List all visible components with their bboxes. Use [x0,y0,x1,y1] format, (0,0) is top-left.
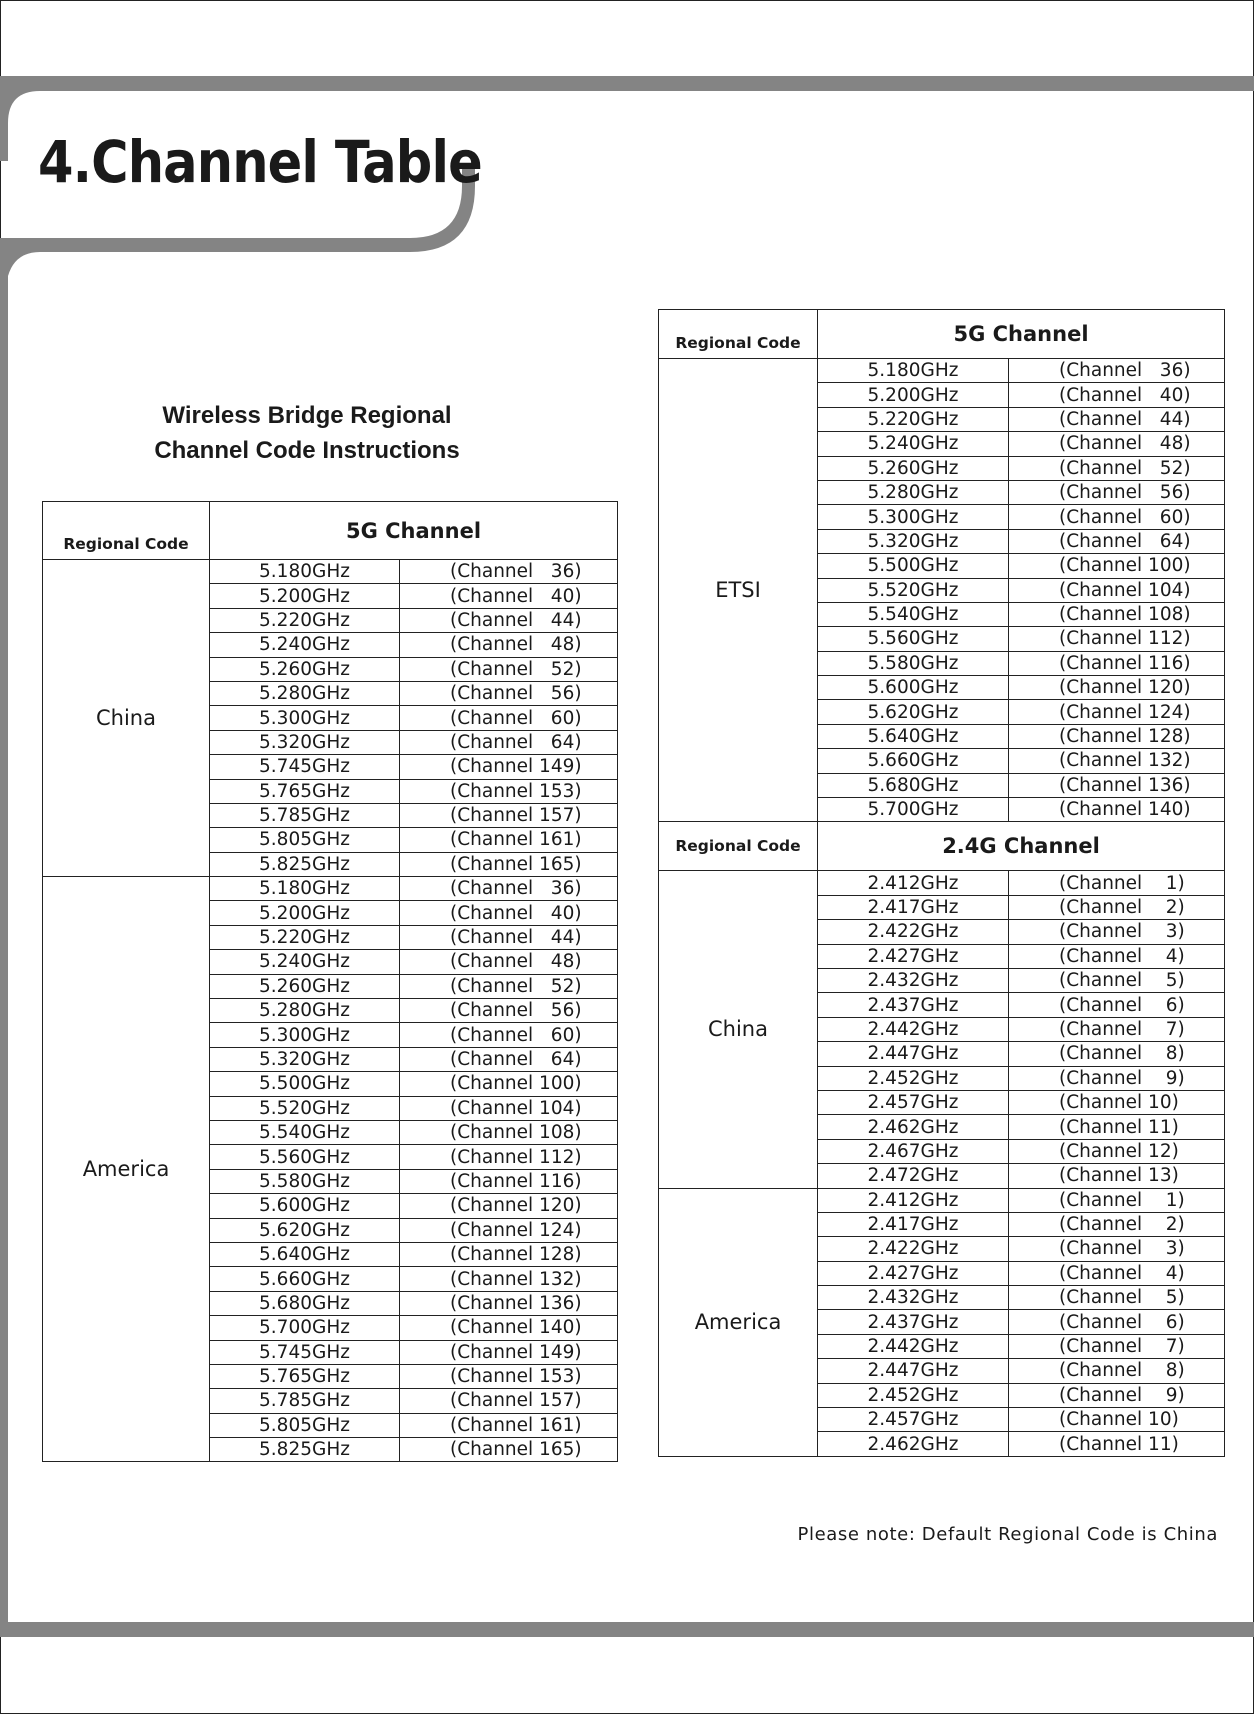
frequency-cell: 5.825GHz [210,1438,400,1462]
frequency-cell: 5.320GHz [210,730,400,754]
channel-cell: (Channel 5) [1009,1286,1225,1310]
channel-cell: (Channel 64) [400,1047,618,1071]
regional-code-header: Regional Code [659,310,818,359]
frequency-cell: 5.300GHz [210,706,400,730]
frequency-cell: 5.320GHz [818,529,1009,553]
channel-cell: (Channel 165) [400,852,618,876]
frequency-cell: 2.442GHz [818,1017,1009,1041]
frequency-cell: 2.412GHz [818,871,1009,895]
band-header: 2.4G Channel [818,822,1225,871]
frequency-cell: 5.700GHz [210,1316,400,1340]
table-row [43,560,618,584]
channel-cell: (Channel 128) [1009,724,1225,748]
frequency-cell: 5.180GHz [210,877,400,901]
channel-cell: (Channel 153) [400,1364,618,1388]
channel-cell: (Channel 2) [1009,1212,1225,1236]
frequency-cell: 5.220GHz [210,608,400,632]
subtitle-line-1: Wireless Bridge Regional [162,402,452,429]
channel-cell: (Channel 128) [400,1242,618,1266]
channel-cell: (Channel 36) [400,877,618,901]
channel-cell: (Channel 60) [400,706,618,730]
channel-cell: (Channel 112) [1009,627,1225,651]
frequency-cell: 5.680GHz [818,773,1009,797]
frequency-cell: 5.745GHz [210,755,400,779]
frequency-cell: 5.300GHz [818,505,1009,529]
frequency-cell: 2.452GHz [818,1383,1009,1407]
subtitle-line-2: Channel Code Instructions [154,437,460,464]
table-header-row [659,310,1225,359]
frequency-cell: 5.745GHz [210,1340,400,1364]
default-region-note: Please note: Default Regional Code is China [797,1524,1218,1545]
channel-cell: (Channel 4) [1009,1261,1225,1285]
frequency-cell: 5.280GHz [818,480,1009,504]
frequency-cell: 2.432GHz [818,1286,1009,1310]
region-cell: China [43,560,210,877]
channel-cell: (Channel 7) [1009,1334,1225,1358]
channel-cell: (Channel 132) [400,1267,618,1291]
frequency-cell: 5.600GHz [210,1194,400,1218]
frequency-cell: 5.240GHz [818,432,1009,456]
frequency-cell: 5.680GHz [210,1291,400,1315]
channel-cell: (Channel 44) [1009,407,1225,431]
channel-cell: (Channel 40) [400,901,618,925]
frequency-cell: 5.240GHz [210,950,400,974]
frequency-cell: 2.427GHz [818,1261,1009,1285]
frequency-cell: 5.280GHz [210,999,400,1023]
frequency-cell: 5.805GHz [210,828,400,852]
channel-cell: (Channel 12) [1009,1139,1225,1163]
channel-cell: (Channel 161) [400,828,618,852]
subtitle [42,398,572,468]
channel-cell: (Channel 9) [1009,1066,1225,1090]
table-header-row [43,502,618,560]
frequency-cell: 2.422GHz [818,920,1009,944]
frequency-cell: 5.280GHz [210,681,400,705]
frequency-cell: 5.540GHz [210,1120,400,1144]
channel-cell: (Channel 108) [1009,602,1225,626]
channel-cell: (Channel 56) [1009,480,1225,504]
frequency-cell: 5.260GHz [818,456,1009,480]
channel-cell: (Channel 149) [400,755,618,779]
left-channel-table [42,501,618,1462]
table-row [659,359,1225,383]
frequency-cell: 2.442GHz [818,1334,1009,1358]
frequency-cell: 5.200GHz [210,901,400,925]
frequency-cell: 5.240GHz [210,633,400,657]
frequency-cell: 5.300GHz [210,1023,400,1047]
channel-cell: (Channel 11) [1009,1432,1225,1456]
frequency-cell: 2.452GHz [818,1066,1009,1090]
frequency-cell: 2.437GHz [818,993,1009,1017]
frequency-cell: 5.500GHz [818,554,1009,578]
channel-cell: (Channel 7) [1009,1017,1225,1041]
channel-cell: (Channel 56) [400,681,618,705]
channel-cell: (Channel 10) [1009,1090,1225,1114]
channel-cell: (Channel 157) [400,803,618,827]
channel-cell: (Channel 8) [1009,1359,1225,1383]
channel-cell: (Channel 60) [1009,505,1225,529]
channel-cell: (Channel 136) [1009,773,1225,797]
band-header: 5G Channel [818,310,1225,359]
channel-cell: (Channel 64) [400,730,618,754]
frequency-cell: 5.825GHz [210,852,400,876]
channel-cell: (Channel 36) [1009,359,1225,383]
frequency-cell: 5.765GHz [210,779,400,803]
regional-code-header: Regional Code [43,502,210,560]
channel-cell: (Channel 124) [1009,700,1225,724]
channel-cell: (Channel 4) [1009,944,1225,968]
region-cell: America [43,877,210,1462]
frequency-cell: 2.437GHz [818,1310,1009,1334]
frequency-cell: 5.660GHz [818,749,1009,773]
frequency-cell: 5.320GHz [210,1047,400,1071]
frequency-cell: 5.560GHz [210,1145,400,1169]
frequency-cell: 2.457GHz [818,1090,1009,1114]
frequency-cell: 5.560GHz [818,627,1009,651]
frequency-cell: 5.805GHz [210,1413,400,1437]
channel-cell: (Channel 5) [1009,968,1225,992]
channel-cell: (Channel 112) [400,1145,618,1169]
frequency-cell: 2.457GHz [818,1408,1009,1432]
frequency-cell: 5.540GHz [818,602,1009,626]
frequency-cell: 5.200GHz [818,383,1009,407]
channel-cell: (Channel 48) [400,950,618,974]
channel-cell: (Channel 100) [1009,554,1225,578]
frequency-cell: 5.640GHz [818,724,1009,748]
frequency-cell: 5.620GHz [210,1218,400,1242]
frequency-cell: 2.432GHz [818,968,1009,992]
frequency-cell: 5.620GHz [818,700,1009,724]
frequency-cell: 5.520GHz [210,1096,400,1120]
channel-cell: (Channel 136) [400,1291,618,1315]
frequency-cell: 5.765GHz [210,1364,400,1388]
channel-cell: (Channel 48) [400,633,618,657]
bottom-band [0,1622,1254,1637]
frequency-cell: 2.427GHz [818,944,1009,968]
channel-cell: (Channel 44) [400,608,618,632]
channel-cell: (Channel 132) [1009,749,1225,773]
frequency-cell: 5.220GHz [210,925,400,949]
channel-cell: (Channel 10) [1009,1408,1225,1432]
page-title: 4.Channel Table [38,128,482,196]
channel-cell: (Channel 108) [400,1120,618,1144]
channel-cell: (Channel 40) [1009,383,1225,407]
channel-cell: (Channel 64) [1009,529,1225,553]
channel-cell: (Channel 116) [400,1169,618,1193]
frequency-cell: 5.580GHz [818,651,1009,675]
left-band-lower [0,245,8,1637]
right-channel-table [658,309,1225,1457]
frequency-cell: 2.472GHz [818,1164,1009,1188]
frequency-cell: 2.447GHz [818,1042,1009,1066]
frequency-cell: 2.417GHz [818,895,1009,919]
channel-cell: (Channel 100) [400,1072,618,1096]
channel-cell: (Channel 140) [400,1316,618,1340]
table-row [659,871,1225,895]
channel-cell: (Channel 3) [1009,1237,1225,1261]
channel-cell: (Channel 9) [1009,1383,1225,1407]
frequency-cell: 5.580GHz [210,1169,400,1193]
channel-cell: (Channel 52) [400,657,618,681]
channel-cell: (Channel 36) [400,560,618,584]
regional-code-header: Regional Code [659,822,818,871]
channel-cell: (Channel 40) [400,584,618,608]
region-cell: China [659,871,818,1188]
frequency-cell: 2.412GHz [818,1188,1009,1212]
frequency-cell: 5.640GHz [210,1242,400,1266]
channel-cell: (Channel 6) [1009,993,1225,1017]
channel-cell: (Channel 48) [1009,432,1225,456]
channel-cell: (Channel 104) [400,1096,618,1120]
frequency-cell: 5.520GHz [818,578,1009,602]
channel-cell: (Channel 116) [1009,651,1225,675]
region-cell: ETSI [659,359,818,822]
channel-cell: (Channel 44) [400,925,618,949]
channel-cell: (Channel 8) [1009,1042,1225,1066]
frequency-cell: 5.785GHz [210,1389,400,1413]
top-left-curve [0,76,40,123]
channel-cell: (Channel 157) [400,1389,618,1413]
channel-cell: (Channel 120) [400,1194,618,1218]
frequency-cell: 5.220GHz [818,407,1009,431]
channel-cell: (Channel 140) [1009,798,1225,822]
channel-cell: (Channel 52) [1009,456,1225,480]
frequency-cell: 2.422GHz [818,1237,1009,1261]
frequency-cell: 5.700GHz [818,798,1009,822]
channel-cell: (Channel 56) [400,999,618,1023]
frequency-cell: 5.200GHz [210,584,400,608]
channel-cell: (Channel 11) [1009,1115,1225,1139]
frequency-cell: 5.180GHz [818,359,1009,383]
frequency-cell: 5.180GHz [210,560,400,584]
channel-cell: (Channel 60) [400,1023,618,1047]
channel-cell: (Channel 1) [1009,871,1225,895]
frequency-cell: 2.417GHz [818,1212,1009,1236]
channel-cell: (Channel 120) [1009,676,1225,700]
frequency-cell: 5.260GHz [210,974,400,998]
frequency-cell: 5.500GHz [210,1072,400,1096]
region-cell: America [659,1188,818,1456]
channel-cell: (Channel 124) [400,1218,618,1242]
channel-cell: (Channel 2) [1009,895,1225,919]
channel-cell: (Channel 153) [400,779,618,803]
table-row [43,877,618,901]
frequency-cell: 2.462GHz [818,1115,1009,1139]
channel-cell: (Channel 3) [1009,920,1225,944]
channel-cell: (Channel 161) [400,1413,618,1437]
channel-cell: (Channel 104) [1009,578,1225,602]
frequency-cell: 2.462GHz [818,1432,1009,1456]
table-row [659,1188,1225,1212]
frequency-cell: 2.447GHz [818,1359,1009,1383]
channel-cell: (Channel 52) [400,974,618,998]
table-header-row [659,822,1225,871]
frequency-cell: 5.785GHz [210,803,400,827]
channel-cell: (Channel 1) [1009,1188,1225,1212]
channel-cell: (Channel 165) [400,1438,618,1462]
band-header: 5G Channel [210,502,618,560]
frequency-cell: 5.260GHz [210,657,400,681]
frequency-cell: 2.467GHz [818,1139,1009,1163]
channel-cell: (Channel 149) [400,1340,618,1364]
header-frame [0,76,480,366]
channel-cell: (Channel 6) [1009,1310,1225,1334]
frequency-cell: 5.660GHz [210,1267,400,1291]
channel-cell: (Channel 13) [1009,1164,1225,1188]
frequency-cell: 5.600GHz [818,676,1009,700]
